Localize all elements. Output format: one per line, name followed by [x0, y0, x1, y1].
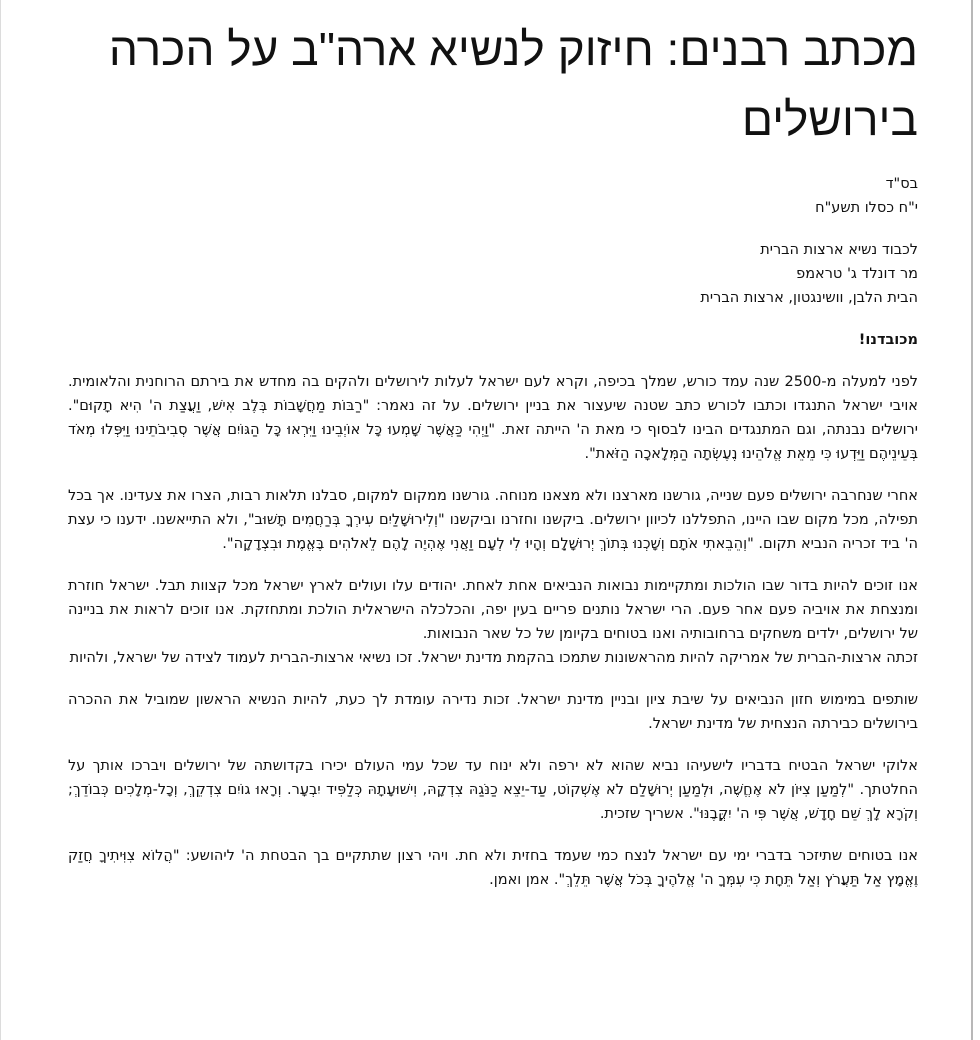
paragraph-6 — [68, 844, 918, 892]
paragraph-3 — [68, 574, 918, 670]
paragraph-text: אחרי שנחרבה ירושלים פעם שנייה, גורשנו מארצנו ולא מצאנו מנוחה. גורשנו ממקום למקום, סבלנו תלאות רבות, הצרו את צעדינו. אך בכל תפילה, מכל מקום שבו היינו, התפללנו לכיוון ירושלים. ביקשנו וחזרנו וביקשנו "וְלִירוּשָׁלַיִם עִירְךָ בְּרַחֲמִים תָּשׁוּב", ולא התייאשנו. ידענו כי עצת ה' ביד זכריה הנביא תקום. "וְהֵבֵאתִי אֹתָם וְשָׁכְנוּ בְּתוֹךְ יְרוּשָׁלָ‍ִם וְהָיוּ לִי לְעָם וַאֲנִי אֶהְיֶה לָהֶם לֵאלֹהִים בֶּאֱמֶת וּבִצְדָקָה". — [68, 488, 918, 552]
page-left-border — [0, 0, 1, 1040]
paragraph-text: לפני למעלה מ-2500 שנה עמד כורש, שמלך בכיפה, וקרא לעם ישראל לעלות לירושלים ולהקים בה מחדש את בירתם הרוחנית והלאומית. אויבי ישראל התנגדו וכתבו לכורש כתב שטנה שיעצור את בניין ירושלים. על זה נאמר: "רַבּוֹת מַחֲשָׁבוֹת בְּלֶב אִישׁ, וַעֲצַת ה' הִיא תָקוּם". ירושלים נבנתה, וגם המתנגדים הבינו לבסוף כי מאת ה' הייתה זאת. "וַיְהִי כַּאֲשֶׁר שָׁמְעוּ כָּל אוֹיְבֵינוּ וַיִּרְאוּ כָּל הַגּוֹיִם אֲשֶׁר סְבִיבֹתֵינוּ וַיִּפְּלוּ מְאֹד בְּעֵינֵיהֶם וַיֵּדְעוּ כִּי מֵאֵת אֱלֹהֵינוּ נֶעֶשְׂתָה הַמְּלָאכָה הַזֹּאת". — [68, 374, 918, 462]
paragraph-text: אנו זוכים להיות בדור שבו הולכות ומתקיימות נבואות הנביאים אחת לאחת. יהודים עלו ועולים לארץ ישראל מכל קצוות תבל. ישראל חוזרת ומנצחת את אויביה פעם אחר פעם. הרי ישראל נותנים פריים בעין יפה, והכלכלה הישראלית הולכת ומתחזקת. אנו זוכים לראות את בניינה של ירושלים, ילדים משחקים ברחובותיה ואנו בטוחים בקיומן של כל שאר הנבואות. זכתה ארצות-הברית של אמריקה להיות מהראשונות שתמכו בהקמת מדינת ישראל. זכו נשיאי ארצות-הברית לעמוד לצידה של ישראל, ולהיות — [68, 578, 918, 666]
paragraph-2 — [68, 484, 918, 556]
greeting: מכובדנו! — [858, 332, 918, 348]
paragraph-text: אנו בטוחים שתיזכר בדברי ימי עם ישראל לנצח כמי שעמד בחזית ולא חת. ויהי רצון שתתקיים בך הבטחת ה' ליהושע: "הֲלוֹא צִוִּיתִיךָ חֲזַק וֶאֱמָץ אַל תַּעֲרֹץ וְאַל תֵּחָת כִּי עִמְּךָ ה' אֱלֹהֶיךָ בְּכֹל אֲשֶׁר תֵּלֵךְ". אמן ואמן. — [68, 848, 918, 888]
paragraph-1 — [68, 370, 918, 466]
recipient-line-3: הבית הלבן, וושינגטון, ארצות הברית — [700, 290, 918, 306]
recipient-line-1: לכבוד נשיא ארצות הברית — [760, 242, 918, 258]
paragraph-5 — [68, 754, 918, 826]
paragraph-text: שותפים במימוש חזון הנביאים על שיבת ציון ובניין מדינת ישראל. זכות נדירה עומדת לך כעת, להיות הנשיא הראשון שמוביל את ההכרה בירושלים כבירתה הנצחית של מדינת ישראל. — [68, 692, 918, 732]
paragraph-4 — [68, 688, 918, 736]
page-right-border — [971, 0, 973, 1040]
paragraph-text: אלוקי ישראל הבטיח בדבריו לישעיהו נביא שהוא לא ירפה ולא ינוח עד שכל עמי העולם יכירו בקדושתה של ירושלים ויברכו אותך על החלטתך. "לְמַעַן צִיּוֹן לֹא אֶחֱשֶׁה, וּלְמַעַן יְרוּשָׁלִַם לֹא אֶשְׁקוֹט, עַד-יֵצֵא כַנֹּגַהּ צִדְקָהּ, וִישׁוּעָתָהּ כְּלַפִּיד יִבְעָר. וְרָאוּ גוֹיִם צִדְקֵךְ, וְכָל-מְלָכִים כְּבוֹדֵךְ; וְקֹרָא לָךְ שֵׁם חָדָשׁ, אֲשֶׁר פִּי ה' יִקֳּבֶנּוּ". אשריך שזכית. — [68, 758, 918, 822]
hebrew-date: י"ח כסלו תשע"ח — [815, 200, 918, 216]
recipient-line-2: מר דונלד ג' טראמפ — [796, 266, 918, 282]
letter-body — [68, 172, 918, 910]
recipient-address — [68, 238, 918, 310]
page-title: מכתב רבנים: חיזוק לנשיא ארה"ב על הכרה בירושלים — [108, 23, 918, 145]
letter-header — [68, 172, 918, 220]
bsd-mark: בס"ד — [885, 176, 918, 192]
